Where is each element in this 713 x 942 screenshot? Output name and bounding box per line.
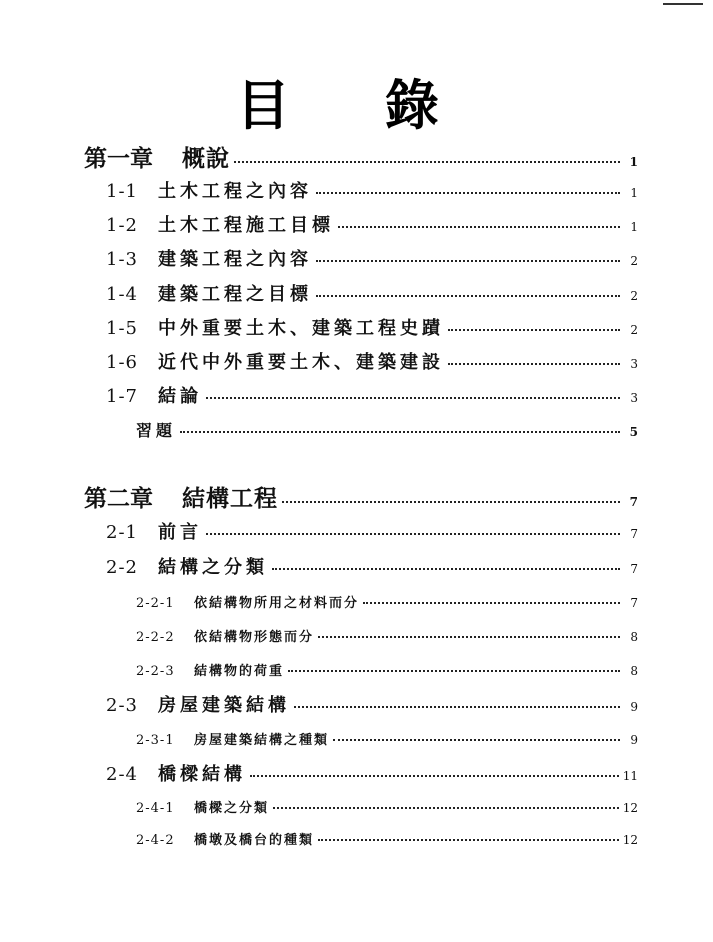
section-number: 1-4 [106,284,138,305]
subsection-number: 2-2-3 [136,664,175,679]
toc-chapter[interactable] [84,480,638,513]
section-title: 房屋建築結構 [158,695,290,716]
dot-leader [234,140,620,163]
section-title: 中外重要土木、建築工程史蹟 [158,318,444,339]
chapter-title: 概說 [182,145,230,172]
dot-leader [316,279,620,297]
subsection-title: 依結構物所用之材料而分 [194,596,360,611]
dot-leader [448,347,620,365]
subsection-number: 2-2-2 [136,630,175,645]
dot-leader [338,210,620,228]
toc-subsection[interactable] [136,829,638,848]
page-number: 7 [630,596,638,610]
section-title: 建築工程之目標 [158,284,312,305]
section-title: 土木工程施工目標 [158,215,334,236]
section-title: 橋樑結構 [158,764,246,785]
section-number: 1-1 [106,181,138,202]
toc-chapter[interactable] [84,140,638,173]
page-number: 2 [630,254,638,268]
dot-leader [316,244,620,262]
exercise-title: 習題 [136,421,177,440]
page-number: 8 [630,630,638,644]
dot-leader [206,517,620,535]
dot-leader [288,658,620,672]
subsection-title: 依結構物形態而分 [194,630,315,645]
page-number: 2 [630,289,638,303]
toc-section[interactable] [106,314,638,340]
page-number: 1 [629,155,638,169]
dot-leader [180,417,620,433]
section-title: 土木工程之內容 [158,181,312,202]
toc-section[interactable] [106,553,638,579]
page-number: 12 [622,833,638,847]
page-number: 5 [629,425,638,439]
section-number: 1-3 [106,249,138,270]
toc-section[interactable] [106,691,638,717]
toc-subsection[interactable] [136,626,638,645]
section-title: 結論 [158,386,202,407]
section-number: 1-2 [106,215,138,236]
section-number: 2-2 [106,557,138,578]
subsection-number: 2-3-1 [136,733,175,748]
page-number: 7 [629,495,638,509]
toc-section[interactable] [106,245,638,271]
section-number: 1-7 [106,386,138,407]
section-number: 2-3 [106,695,138,716]
toc-section[interactable] [106,211,638,237]
subsection-number: 2-2-1 [136,596,175,611]
toc-subsection[interactable] [136,729,638,748]
dot-leader [318,827,619,841]
toc-section[interactable] [106,177,638,203]
page-number: 2 [630,323,638,337]
subsection-title: 房屋建築結構之種類 [194,733,330,748]
chapter-number: 第一章 [84,145,153,172]
section-number: 2-4 [106,764,138,785]
dot-leader [448,313,620,331]
subsection-title: 橋樑之分類 [194,801,270,816]
subsection-number: 2-4-2 [136,833,175,848]
section-number: 1-6 [106,352,138,373]
toc-subsection[interactable] [136,660,638,679]
dot-leader [294,690,620,708]
page-number: 11 [622,769,638,783]
page-number: 7 [630,527,638,541]
dot-leader [316,176,620,194]
section-title: 建築工程之內容 [158,249,312,270]
toc-section[interactable] [106,518,638,544]
dot-leader [318,624,620,638]
dot-leader [363,590,620,604]
toc-section[interactable] [106,382,638,408]
subsection-title: 結構物的荷重 [194,664,285,679]
dot-leader [273,795,619,809]
section-title: 結構之分類 [158,557,268,578]
chapter-title: 結構工程 [182,485,278,512]
page-title: 目 錄 [236,74,477,137]
top-edge-line [663,3,703,5]
page-number: 7 [630,562,638,576]
toc-section[interactable] [106,280,638,306]
chapter-number: 第二章 [84,485,153,512]
dot-leader [250,759,619,777]
page-number: 9 [630,733,638,747]
page-number: 9 [630,700,638,714]
dot-leader [206,381,620,399]
dot-leader [282,480,620,503]
page-number: 1 [630,186,638,200]
page-number: 12 [622,801,638,815]
toc-section[interactable] [106,760,638,786]
subsection-number: 2-4-1 [136,801,175,816]
page-number: 3 [630,391,638,405]
toc-exercises[interactable] [136,418,638,441]
page-number: 1 [630,220,638,234]
toc-subsection[interactable] [136,592,638,611]
page-number: 8 [630,664,638,678]
page-number: 3 [630,357,638,371]
section-title: 近代中外重要土木、建築建設 [158,352,444,373]
toc-subsection[interactable] [136,797,638,816]
toc-section[interactable] [106,348,638,374]
dot-leader [272,552,620,570]
section-number: 2-1 [106,522,138,543]
section-number: 1-5 [106,318,138,339]
subsection-title: 橋墩及橋台的種類 [194,833,315,848]
dot-leader [333,727,620,741]
section-title: 前言 [158,522,202,543]
